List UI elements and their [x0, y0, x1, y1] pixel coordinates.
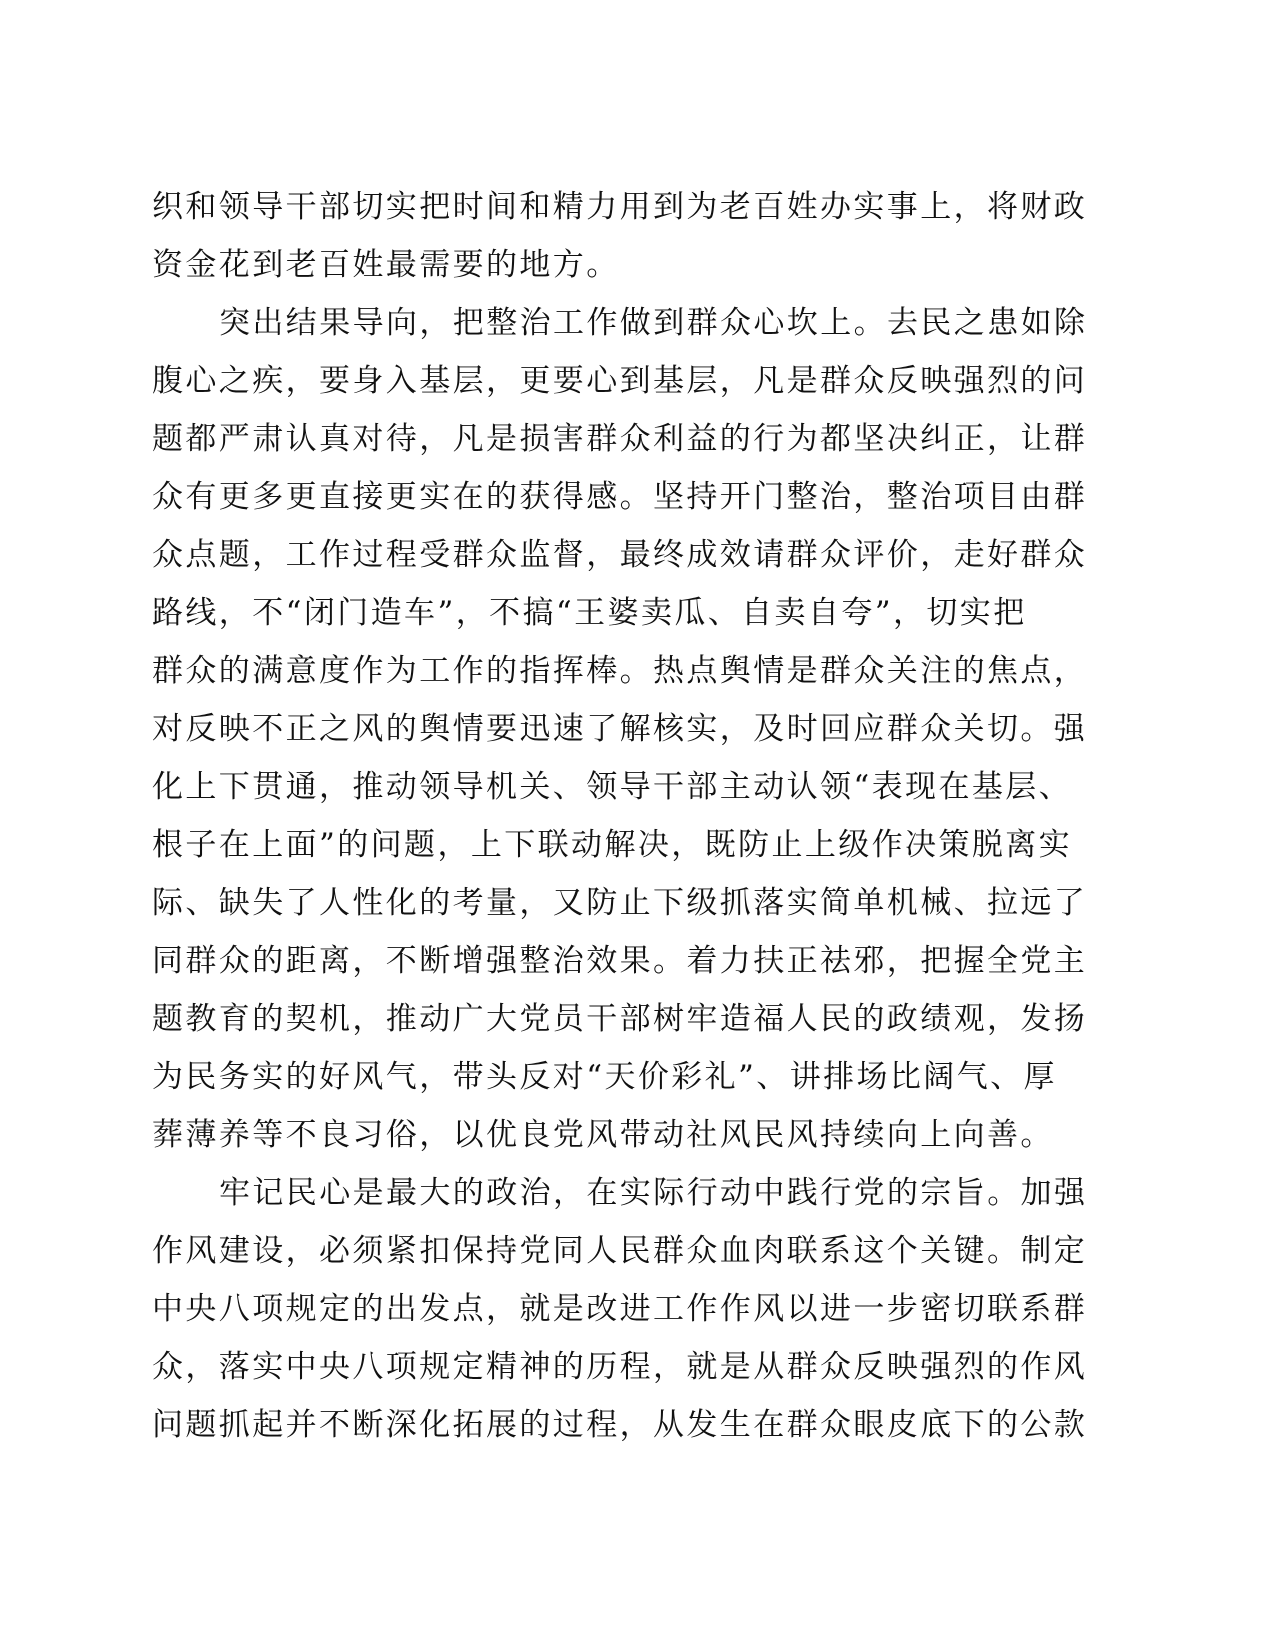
text-line: 际、缺失了人性化的考量，又防止下级抓落实简单机械、拉远了	[152, 885, 1088, 921]
text-line: 同群众的距离，不断增强整治效果。着力扶正祛邪，把握全党主	[152, 943, 1088, 979]
text-line: 群众的满意度作为工作的指挥棒。热点舆情是群众关注的焦点，	[152, 653, 1088, 689]
paragraph-start-line: 突出结果导向，把整治工作做到群众心坎上。去民之患如除	[219, 305, 1088, 341]
text-line: 作风建设，必须紧扣保持党同人民群众血肉联系这个关键。制定	[152, 1233, 1088, 1269]
text-line: 路线，不“闭门造车”，不搞“王婆卖瓜、自卖自夸”，切实把	[152, 595, 1027, 631]
text-line: 题教育的契机，推动广大党员干部树牢造福人民的政绩观，发扬	[152, 1001, 1088, 1037]
paragraph-start-line: 牢记民心是最大的政治，在实际行动中践行党的宗旨。加强	[219, 1175, 1088, 1211]
text-line: 为民务实的好风气，带头反对“天价彩礼”、讲排场比阔气、厚	[152, 1059, 1057, 1095]
text-line: 资金花到老百姓最需要的地方。	[152, 247, 620, 283]
text-line: 织和领导干部切实把时间和精力用到为老百姓办实事上，将财政	[152, 189, 1088, 225]
text-line: 问题抓起并不断深化拓展的过程，从发生在群众眼皮底下的公款	[152, 1407, 1088, 1443]
text-line: 根子在上面”的问题，上下联动解决，既防止上级作决策脱离实	[152, 827, 1073, 863]
text-line: 众有更多更直接更实在的获得感。坚持开门整治，整治项目由群	[152, 479, 1088, 515]
text-line: 对反映不正之风的舆情要迅速了解核实，及时回应群众关切。强	[152, 711, 1088, 747]
text-line: 中央八项规定的出发点，就是改进工作作风以进一步密切联系群	[152, 1291, 1088, 1327]
text-line: 化上下贯通，推动领导机关、领导干部主动认领“表现在基层、	[152, 769, 1073, 805]
text-line: 题都严肃认真对待，凡是损害群众利益的行为都坚决纠正，让群	[152, 421, 1088, 457]
document-body	[152, 178, 1092, 1454]
text-line: 腹心之疾，要身入基层，更要心到基层，凡是群众反映强烈的问	[152, 363, 1088, 399]
text-line: 众，落实中央八项规定精神的历程，就是从群众反映强烈的作风	[152, 1349, 1088, 1385]
text-line: 众点题，工作过程受群众监督，最终成效请群众评价，走好群众	[152, 537, 1088, 573]
text-line: 葬薄养等不良习俗，以优良党风带动社风民风持续向上向善。	[152, 1117, 1054, 1153]
